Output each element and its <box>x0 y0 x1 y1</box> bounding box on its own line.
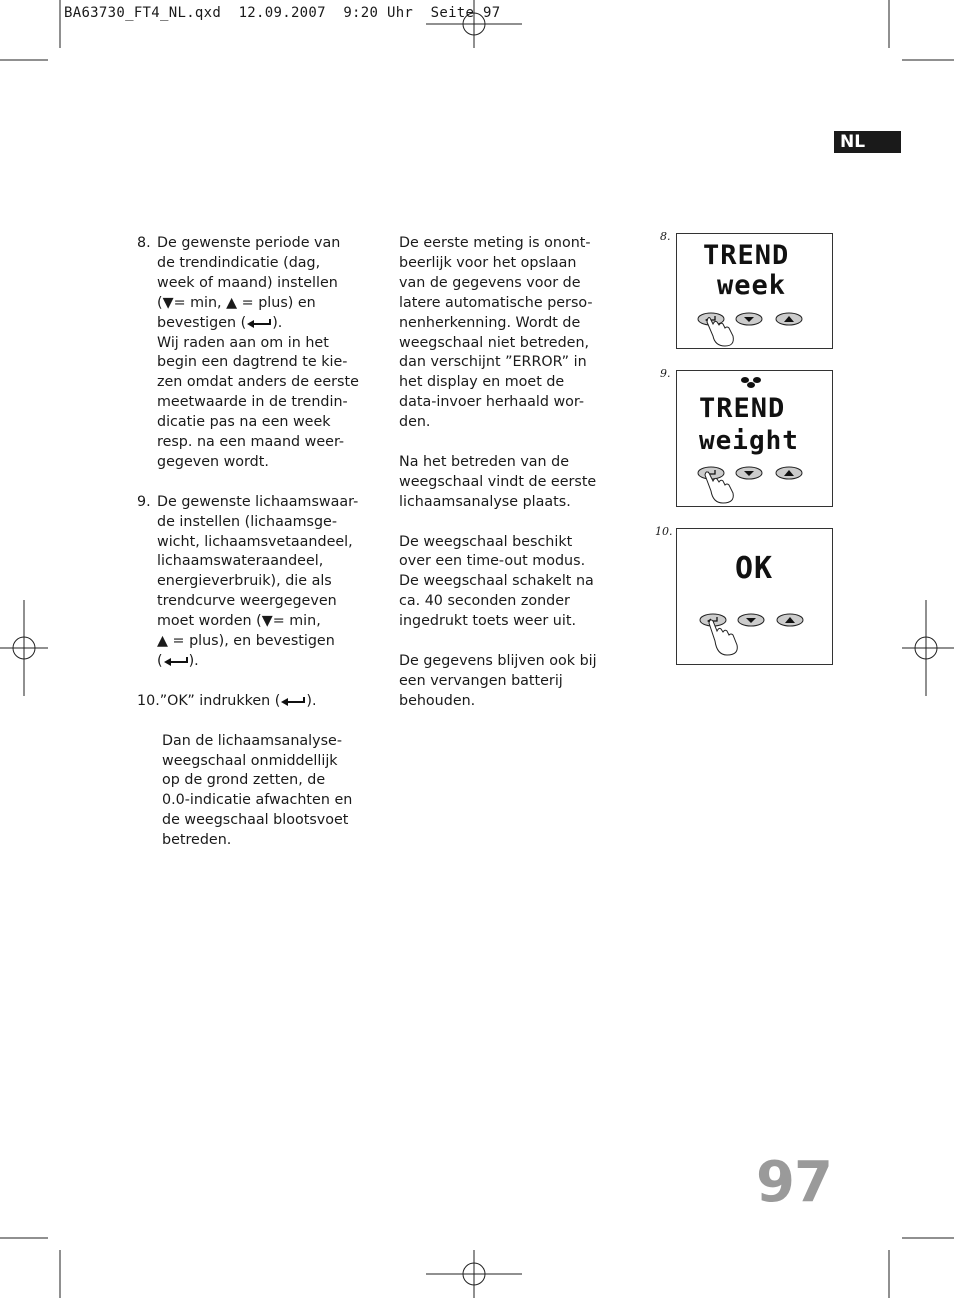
text-line: De weegschaal beschikt <box>399 533 573 550</box>
step-number: 8. <box>137 235 151 251</box>
display-text-line2: weight <box>699 426 799 456</box>
text-line: 0.0-indicatie afwachten en <box>162 792 353 809</box>
down-arrow-button-icon <box>738 614 764 626</box>
text-line: ca. 40 seconden zonder <box>399 593 570 610</box>
text-line: Wij raden aan om in het <box>157 334 329 351</box>
text-line: wicht, lichaamsvetaandeel, <box>157 533 353 550</box>
text-line: De gewenste lichaamswaar- <box>157 493 359 510</box>
column-left <box>137 234 377 851</box>
down-arrow-button-icon <box>736 313 762 325</box>
text-line: behouden. <box>399 692 476 709</box>
text-line: nenherkenning. Wordt de <box>399 314 581 331</box>
text-line <box>137 692 377 712</box>
figure-label: 10. <box>655 525 673 538</box>
paragraph-first-measurement <box>399 234 599 433</box>
display-figure-10 <box>676 528 833 665</box>
text-line: ingedrukt toets weer uit. <box>399 613 576 630</box>
text-line: latere automatische perso- <box>399 294 593 311</box>
text-line: De weegschaal schakelt na <box>399 573 594 590</box>
text-line: dan verschijnt ”ERROR” in <box>399 354 587 371</box>
language-tab: NL <box>834 131 901 153</box>
button-row <box>691 306 821 348</box>
step-number: 9. <box>137 493 151 510</box>
display-figure-8 <box>676 233 833 349</box>
text-line: week of maand) instellen <box>157 274 338 291</box>
up-arrow-button-icon <box>776 467 802 479</box>
text-span: ( <box>157 653 163 670</box>
text-line: den. <box>399 414 431 431</box>
text-line <box>157 314 377 334</box>
display-text-line2: week <box>717 270 787 301</box>
text-line: het display en moet de <box>399 374 565 391</box>
text-line: zen omdat anders de eerste <box>157 374 359 391</box>
text-span: ). <box>306 692 317 709</box>
text-line: de weegschaal blootsvoet <box>162 812 349 829</box>
up-arrow-button-icon <box>777 614 803 626</box>
text-line: over een time-out modus. <box>399 553 586 570</box>
step-8 <box>137 234 377 473</box>
text-line: de instellen (lichaamsge- <box>157 513 338 530</box>
text-line: lichaamswateraandeel, <box>157 553 324 570</box>
display-text-line1: TREND <box>699 393 786 424</box>
text-line: weegschaal niet betreden, <box>399 334 590 351</box>
paragraph-timeout <box>399 533 599 633</box>
up-arrow-button-icon <box>776 313 802 325</box>
pointing-hand-icon <box>709 620 737 655</box>
step-10-note <box>137 732 377 851</box>
text-line: weegschaal vindt de eerste <box>399 473 597 490</box>
file-slug: BA63730_FT4_NL.qxd 12.09.2007 9:20 Uhr Seite 97 <box>64 5 501 21</box>
text-line: gegeven wordt. <box>157 453 269 470</box>
user-indicator-icon <box>739 376 763 388</box>
text-line: (▼= min, ▲ = plus) en <box>157 294 316 311</box>
step-9 <box>137 493 377 672</box>
text-line: lichaamsanalyse plaats. <box>399 493 571 510</box>
column-middle <box>399 234 599 712</box>
paragraph-battery <box>399 652 599 712</box>
text-line: betreden. <box>162 832 232 849</box>
display-figure-9 <box>676 370 833 507</box>
text-line: moet worden (▼= min, <box>157 613 321 630</box>
text-line: Dan de lichaamsanalyse- <box>162 732 342 749</box>
text-line: begin een dagtrend te kie- <box>157 354 348 371</box>
figure-label: 9. <box>660 367 671 380</box>
page-number: 97 <box>756 1150 832 1215</box>
text-line: Na het betreden van de <box>399 453 570 470</box>
enter-key-icon <box>163 656 189 666</box>
text-line: De gewenste periode van <box>157 235 341 251</box>
text-line: dicatie pas na een week <box>157 414 331 431</box>
text-line: data-invoer herhaald wor- <box>399 394 585 411</box>
text-line: energieverbruik), die als <box>157 573 332 590</box>
figure-label: 8. <box>660 230 671 243</box>
text-line: resp. na een maand weer- <box>157 434 345 451</box>
step-10 <box>137 692 377 851</box>
text-span: 10.”OK” indrukken ( <box>137 692 281 709</box>
text-line: de trendindicatie (dag, <box>157 254 321 271</box>
text-line: op de grond zetten, de <box>162 772 326 789</box>
text-span: ). <box>188 653 199 670</box>
display-text-line1: TREND <box>703 240 790 271</box>
text-line: beerlijk voor het opslaan <box>399 254 577 271</box>
paragraph-analysis <box>399 453 599 513</box>
display-text-line1: OK <box>735 551 774 586</box>
text-line: ▲ = plus), en bevestigen <box>157 633 335 650</box>
text-line: trendcurve weergegeven <box>157 593 337 610</box>
text-line: een vervangen batterij <box>399 672 563 689</box>
text-span: ). <box>272 314 283 331</box>
enter-key-icon <box>246 318 272 328</box>
button-row <box>691 461 821 505</box>
button-row <box>697 609 827 659</box>
text-line: De gegevens blijven ook bij <box>399 652 597 669</box>
text-line: meetwaarde in de trendin- <box>157 394 348 411</box>
text-span: bevestigen ( <box>157 314 247 331</box>
text-line: weegschaal onmiddellijk <box>162 752 338 769</box>
text-line: van de gegevens voor de <box>399 274 581 291</box>
down-arrow-button-icon <box>736 467 762 479</box>
text-line <box>157 652 377 672</box>
text-line: De eerste meting is onont- <box>399 235 591 251</box>
enter-key-icon <box>280 696 306 706</box>
